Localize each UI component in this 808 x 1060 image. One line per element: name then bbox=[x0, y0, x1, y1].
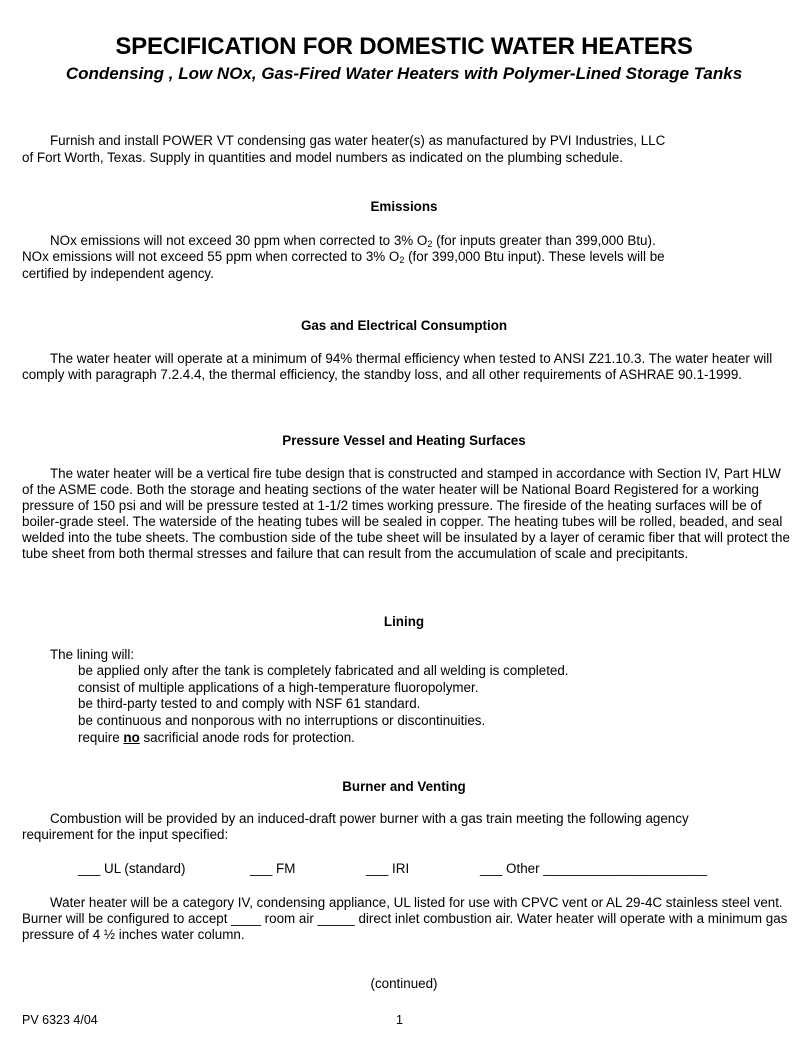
page-title: SPECIFICATION FOR DOMESTIC WATER HEATERS bbox=[115, 33, 693, 60]
footer-document-code: PV 6323 4/04 bbox=[22, 1013, 98, 1027]
section-heading-lining: Lining bbox=[383, 614, 425, 629]
lining-item: consist of multiple applications of a high-temperature fluoropolymer. bbox=[78, 680, 479, 695]
lining-intro: The lining will: bbox=[50, 647, 135, 662]
continued-note: (continued) bbox=[370, 976, 438, 991]
section-heading-emissions: Emissions bbox=[370, 199, 438, 214]
section-heading-burner-venting: Burner and Venting bbox=[342, 779, 466, 794]
section-heading-gas-electrical: Gas and Electrical Consumption bbox=[300, 318, 508, 333]
section-heading-pressure-vessel: Pressure Vessel and Heating Surfaces bbox=[282, 433, 526, 448]
intro-line-2: of Fort Worth, Texas. Supply in quantities and model numbers as indicated on the plumbing schedule. bbox=[22, 150, 623, 165]
footer-page-number: 1 bbox=[396, 1013, 403, 1027]
intro-line-1: Furnish and install POWER VT condensing gas water heater(s) as manufactured by PVI Industries, LLC bbox=[50, 133, 666, 148]
lining-item: be applied only after the tank is completely fabricated and all welding is completed. bbox=[78, 663, 569, 678]
agency-option-iri: ___ IRI bbox=[366, 861, 410, 876]
agency-option-ul: ___ UL (standard) bbox=[78, 861, 186, 876]
pressure-vessel-paragraph: The water heater will be a vertical fire tube design that is constructed and stamped in accordance with Section IV, Part HLW of the ASME code. Both the storage and heating sections of the water heater will be National Board Registered for a working pressure of 150 psi and will be pressure tested at 1-1/2 times working pressure. The fireside of the heating surfaces will be of boiler-grade steel. The waterside of the heating tubes will be sealed in copper. The heating tubes will be rolled, beaded, and seal welded into the tube sheets. The combustion side of the tube sheet will be insulated by a layer of ceramic fiber that will protect the tube sheet from both thermal stresses and failure that can result from the accumulation of scale and precipitants. bbox=[22, 466, 790, 561]
gas-electrical-paragraph: The water heater will operate at a minimum of 94% thermal efficiency when tested to ANSI Z21.10.3. The water heater will comply with paragraph 7.2.4.4, the thermal efficiency, the standby loss, and all other requirements of ASHRAE 90.1-1999. bbox=[22, 351, 773, 382]
emissions-line-2: NOx emissions will not exceed 55 ppm when corrected to 3% $O_2$ (for 399,000 Btu input). These levels will be bbox=[22, 249, 665, 265]
emissions-line-3: certified by independent agency. bbox=[22, 266, 214, 281]
lining-item: be third-party tested to and comply with NSF 61 standard. bbox=[78, 696, 421, 711]
lining-item: be continuous and nonporous with no interruptions or discontinuities. bbox=[78, 713, 486, 728]
agency-option-other: ___ Other ______________________ bbox=[480, 861, 708, 876]
page-subtitle: Condensing , Low NOx, Gas-Fired Water Heaters with Polymer-Lined Storage Tanks bbox=[65, 64, 743, 83]
agency-option-fm: ___ FM bbox=[250, 861, 296, 876]
lining-item: require no sacrificial anode rods for protection. bbox=[78, 730, 355, 745]
emissions-line-1: NOx emissions will not exceed 30 ppm when corrected to 3% $O_2$ (for inputs greater than 399,000 Btu). bbox=[50, 233, 656, 249]
burner-paragraph: Combustion will be provided by an induced-draft power burner with a gas train meeting the following agency requirement for the input specified: bbox=[22, 811, 689, 842]
venting-paragraph: Water heater will be a category IV, condensing appliance, UL listed for use with CPVC vent or AL 29-4C stainless steel vent. Burner will be configured to accept ____ room air _____ direct inlet combustion air. Water heater will operate with a minimum gas pressure of 4 ½ inches water column. bbox=[22, 895, 788, 942]
